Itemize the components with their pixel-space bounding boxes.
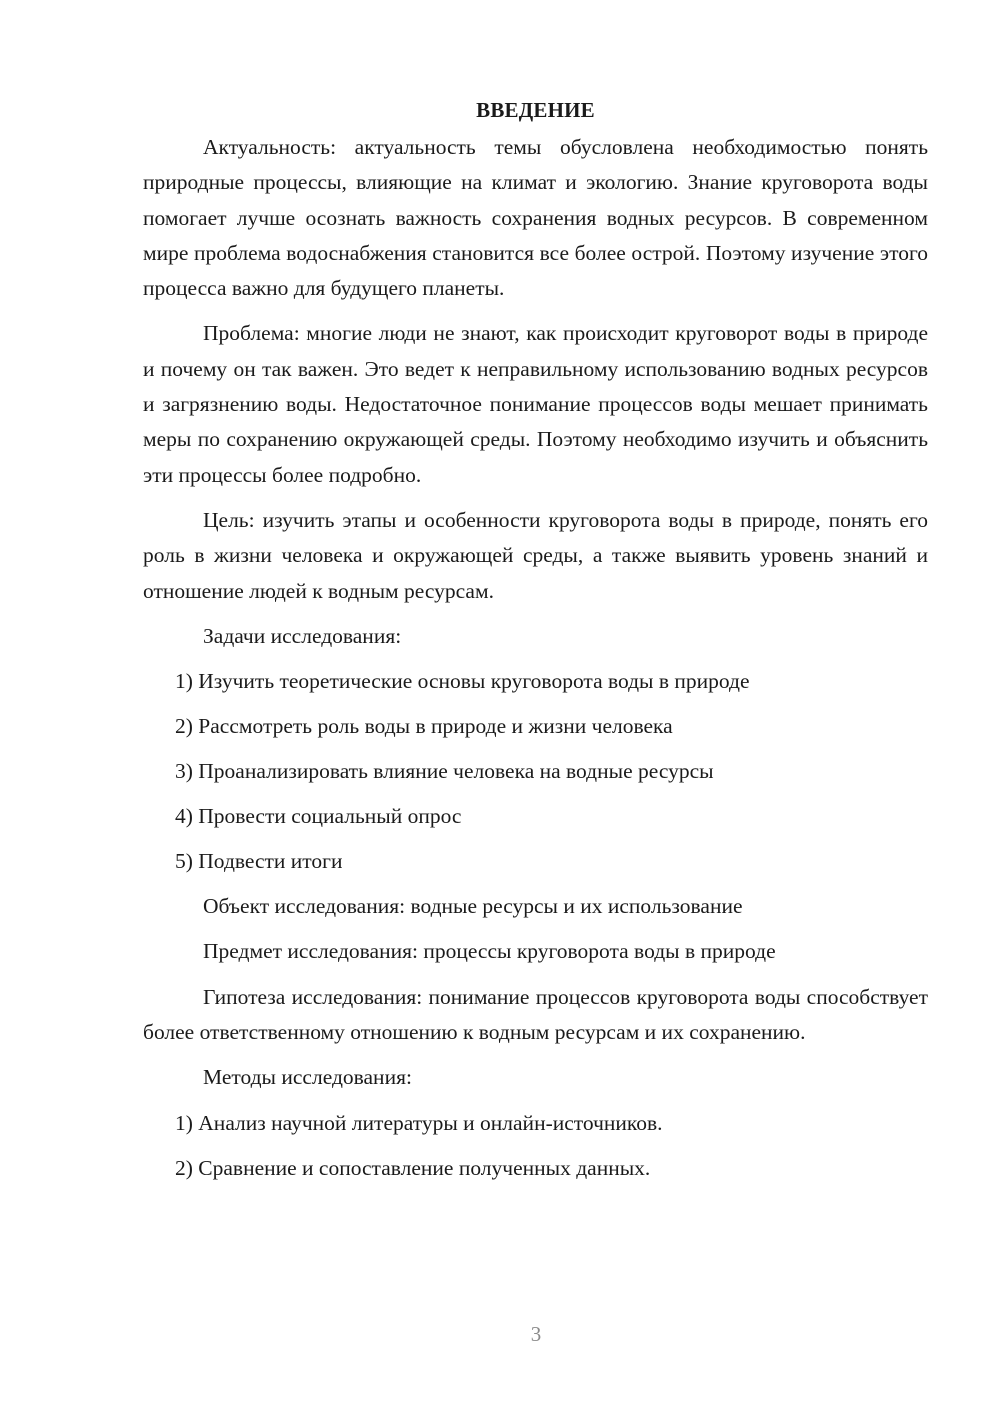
list-item: 2) Рассмотреть роль воды в природе и жизни человека bbox=[175, 714, 673, 739]
list-item: 1) Изучить теоретические основы круговорота воды в природе bbox=[175, 669, 750, 694]
paragraph-problem: Проблема: многие люди не знают, как происходит круговорот воды в природе и почему он так важен. Это ведет к неправильному использованию водных ресурсов и загрязнению воды. Недостаточное понимание процессов воды мешает принимать меры по сохранению окружающей среды. Поэтому необходимо изучить и объяснить эти процессы более подробно. bbox=[143, 321, 928, 487]
document-page bbox=[143, 92, 928, 1196]
methods-list bbox=[143, 1106, 928, 1186]
page-number: 3 bbox=[530, 1322, 542, 1346]
methods-heading: Методы исследования: bbox=[203, 1065, 412, 1090]
paragraph-hypothesis: Гипотеза исследования: понимание процессов круговорота воды способствует более ответственному отношению к водным ресурсам и их сохранению. bbox=[143, 984, 928, 1045]
tasks-list bbox=[143, 664, 928, 879]
list-item: 4) Провести социальный опрос bbox=[175, 804, 462, 829]
paragraph-relevance: Актуальность: актуальность темы обусловлена необходимостью понять природные процессы, влияющие на климат и экологию. Знание круговорота воды помогает лучше осознать важность сохранения водных ресурсов. В современном мире проблема водоснабжения становится все более острой. Поэтому изучение этого процесса важно для будущего планеты. bbox=[143, 135, 928, 301]
tasks-heading: Задачи исследования: bbox=[203, 623, 402, 648]
list-item: 5) Подвести итоги bbox=[175, 849, 343, 874]
paragraph-goal: Цель: изучить этапы и особенности круговорота воды в природе, понять его роль в жизни человека и окружающей среды, а также выявить уровень знаний и отношение людей к водным ресурсам. bbox=[143, 507, 928, 603]
list-item: 3) Проанализировать влияние человека на водные ресурсы bbox=[175, 759, 714, 784]
paragraph-object: Объект исследования: водные ресурсы и их использование bbox=[203, 894, 743, 919]
section-title: ВВЕДЕНИЕ bbox=[476, 98, 595, 122]
list-item: 1) Анализ научной литературы и онлайн-источников. bbox=[175, 1110, 663, 1135]
paragraph-subject: Предмет исследования: процессы круговорота воды в природе bbox=[203, 939, 776, 964]
list-item: 2) Сравнение и сопоставление полученных данных. bbox=[175, 1155, 651, 1180]
